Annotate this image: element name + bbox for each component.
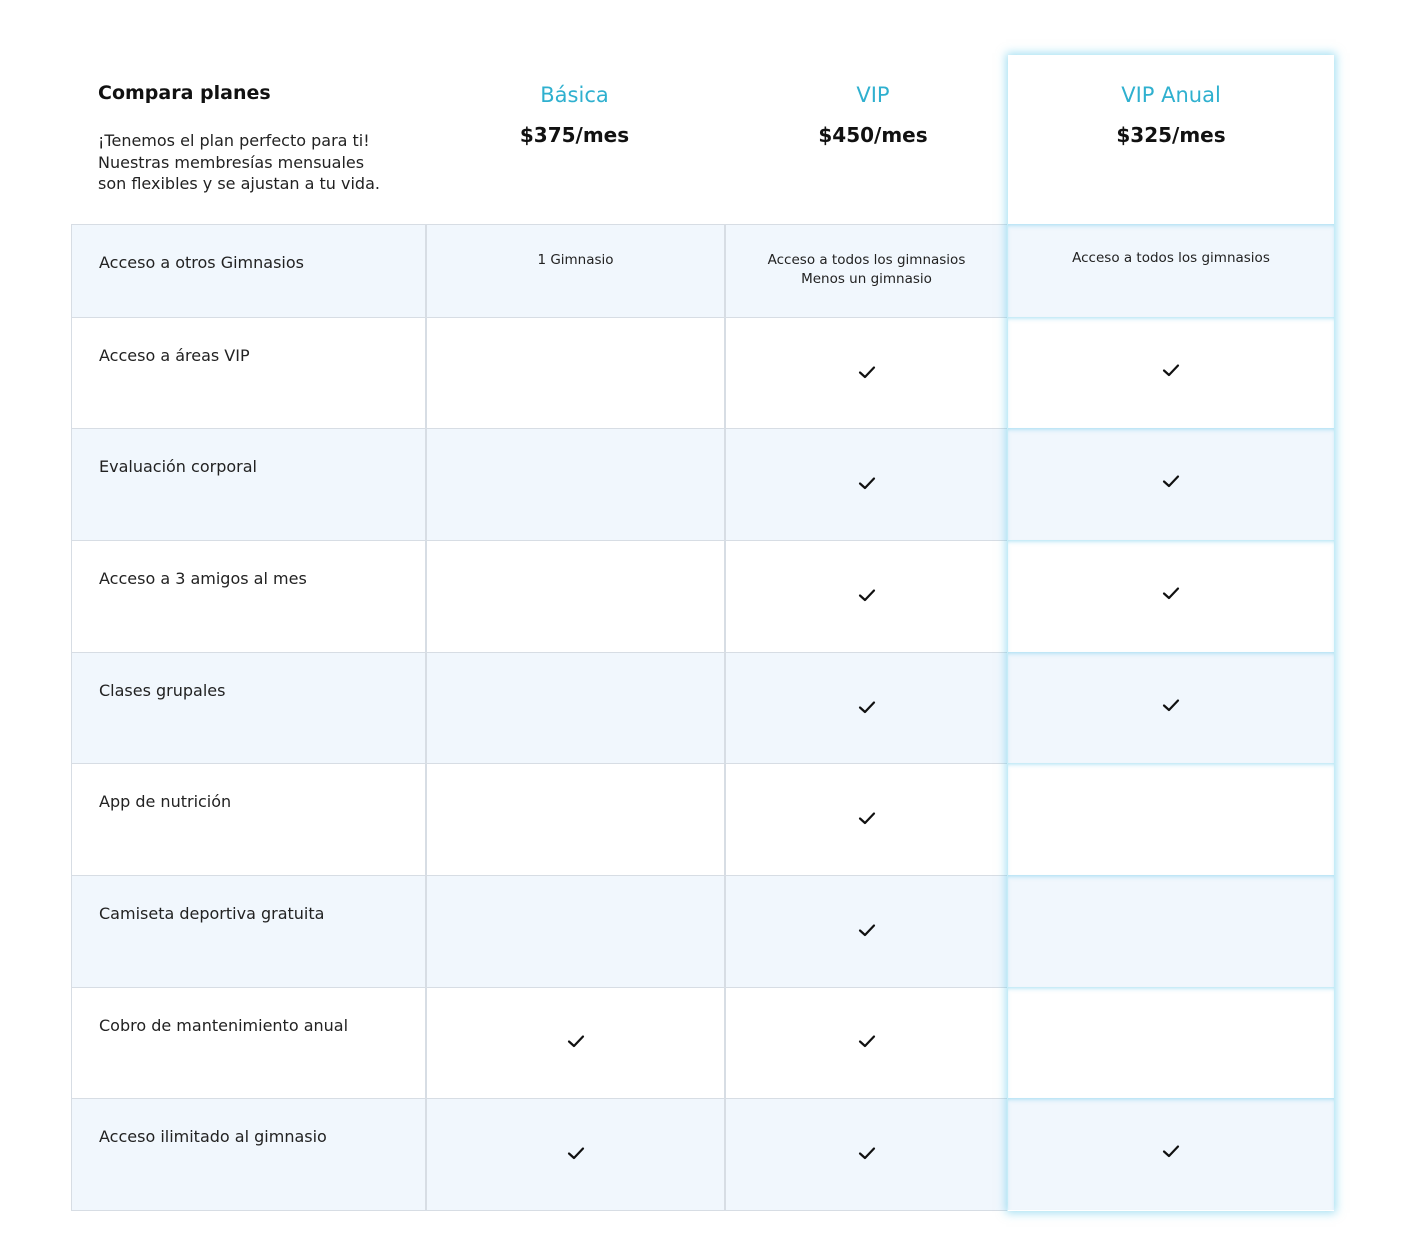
check-icon <box>566 1033 586 1049</box>
plan-cell-vip-anual <box>1008 428 1334 540</box>
plan-cell-vip-anual <box>1008 875 1334 987</box>
check-icon <box>1161 1143 1181 1159</box>
table-row <box>71 429 1007 541</box>
table-row <box>71 318 1007 429</box>
feature-cell <box>71 876 425 987</box>
plan-header-vip <box>724 82 1022 148</box>
check-icon <box>857 1033 877 1049</box>
check-icon <box>1161 697 1181 713</box>
check-icon <box>857 475 877 491</box>
plan-cell-vip <box>724 876 1007 987</box>
table-row <box>71 764 1007 876</box>
plan-header-vip-anual <box>1008 55 1334 224</box>
plan-cell-vip <box>724 988 1007 1098</box>
table-row <box>71 876 1007 988</box>
check-icon <box>1161 473 1181 489</box>
feature-label: App de nutrición <box>99 792 232 811</box>
plan-value: 1 Gimnasio <box>537 252 614 268</box>
check-icon <box>1161 362 1181 378</box>
plan-cell-vip-anual <box>1008 1098 1334 1210</box>
feature-cell <box>71 1099 425 1210</box>
plan-cell-vip-anual <box>1008 540 1334 652</box>
check-icon <box>857 364 877 380</box>
table-row <box>71 1099 1007 1211</box>
plan-cell-vip-anual <box>1008 652 1334 763</box>
plan-cell-vip-anual <box>1008 763 1334 875</box>
feature-cell <box>71 429 425 540</box>
table-row <box>71 225 1007 318</box>
plan-cell-basica <box>425 653 724 763</box>
intro-line: son flexibles y se ajustan a tu vida. <box>98 174 380 193</box>
plan-cell-vip <box>724 653 1007 763</box>
plan-cell-vip <box>724 1099 1007 1210</box>
plan-cell-basica <box>425 1099 724 1210</box>
intro-line: ¡Tenemos el plan perfecto para ti! <box>98 131 370 150</box>
feature-label: Cobro de mantenimiento anual <box>99 1016 349 1035</box>
plan-name: VIP <box>856 83 890 107</box>
plan-value: Acceso a todos los gimnasios Menos un gimnasio <box>767 252 966 287</box>
plan-header-basica <box>425 82 724 148</box>
check-icon <box>857 699 877 715</box>
plan-price: $450/mes <box>818 123 928 147</box>
check-icon <box>566 1145 586 1161</box>
intro <box>98 82 418 195</box>
feature-label: Camiseta deportiva gratuita <box>99 904 325 923</box>
plan-cell-basica <box>425 541 724 652</box>
plan-value: Acceso a todos los gimnasios <box>1072 250 1270 266</box>
plan-price: $375/mes <box>519 123 630 147</box>
check-icon <box>1161 585 1181 601</box>
feature-label: Acceso ilimitado al gimnasio <box>99 1127 327 1146</box>
feature-cell <box>71 988 425 1098</box>
plan-cell-vip-anual <box>1008 224 1334 317</box>
plan-price: $325/mes <box>1116 123 1226 147</box>
check-icon <box>857 922 877 938</box>
plan-cell-basica <box>425 318 724 428</box>
plan-cell-basica <box>425 225 724 317</box>
plan-cell-basica <box>425 429 724 540</box>
intro-line: Nuestras membresías mensuales <box>98 152 365 172</box>
page-title: Compara planes <box>98 82 271 104</box>
plan-name: VIP Anual <box>1121 83 1221 107</box>
check-icon <box>857 810 877 826</box>
plan-cell-vip-anual <box>1008 987 1334 1098</box>
plan-cell-vip-anual <box>1008 317 1334 428</box>
plan-name: Básica <box>540 83 609 107</box>
feature-label: Evaluación corporal <box>99 457 257 476</box>
plan-cell-basica <box>425 876 724 987</box>
check-icon <box>857 1145 877 1161</box>
feature-cell <box>71 653 425 763</box>
feature-cell <box>71 541 425 652</box>
table-row <box>71 653 1007 764</box>
plan-cell-vip <box>724 318 1007 428</box>
feature-label: Clases grupales <box>99 681 226 700</box>
plan-cell-vip <box>724 764 1007 875</box>
plan-cell-basica <box>425 988 724 1098</box>
intro-text <box>98 130 418 195</box>
feature-cell <box>71 225 425 317</box>
plan-column-vip-anual <box>1008 55 1334 1211</box>
feature-cell <box>71 764 425 875</box>
feature-label: Acceso a 3 amigos al mes <box>99 569 307 588</box>
table-row <box>71 541 1007 653</box>
feature-cell <box>71 318 425 428</box>
plan-cell-vip <box>724 429 1007 540</box>
plan-cell-vip <box>724 541 1007 652</box>
plan-cell-basica <box>425 764 724 875</box>
feature-label: Acceso a áreas VIP <box>99 346 250 365</box>
check-icon <box>857 587 877 603</box>
table-row <box>71 988 1007 1099</box>
comparison-table <box>71 224 1007 1211</box>
plan-cell-vip <box>724 225 1007 317</box>
feature-label: Acceso a otros Gimnasios <box>99 253 304 272</box>
